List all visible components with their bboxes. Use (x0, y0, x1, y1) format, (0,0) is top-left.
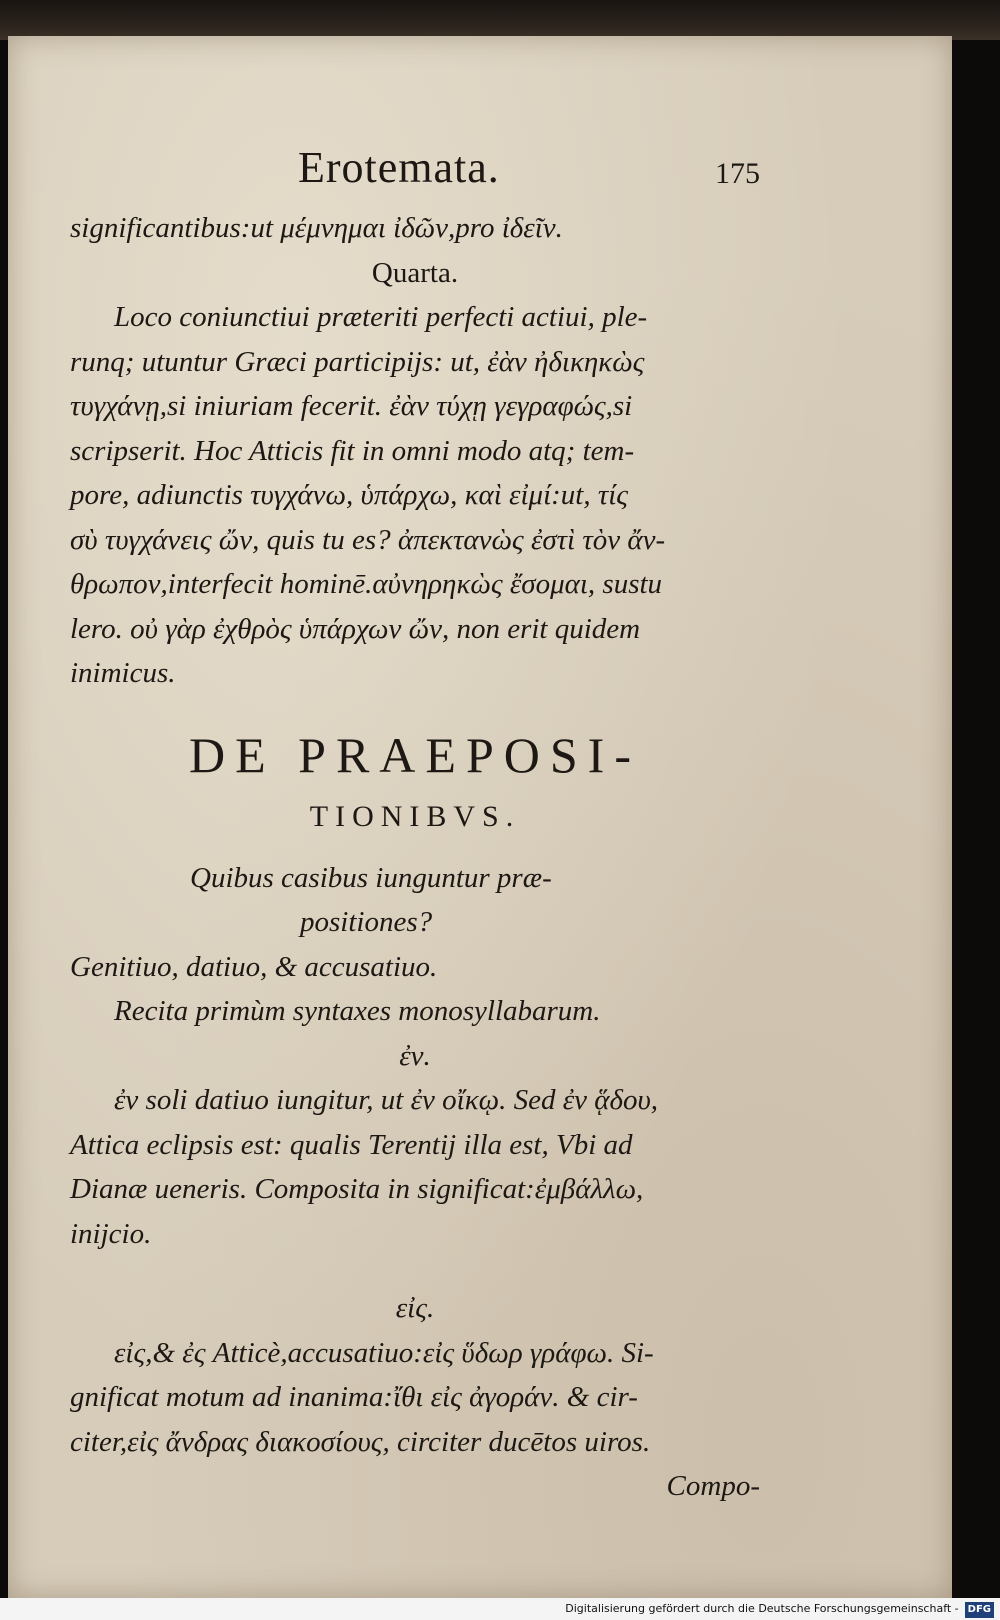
subheading-en: ἐν. (399, 1039, 431, 1072)
text-line: scripserit. Hoc Atticis fit in omni modo atq; tem- (70, 434, 635, 467)
text-line: θρωπον,interfecit hominē.αὐνηρηκὼς ἔσομαι, sustu (70, 568, 663, 600)
page-text (70, 143, 760, 1509)
answer-line: Genitiuo, datiuo, & accusatiuo. (70, 950, 438, 983)
text-line: runq; utuntur Græci participijs: ut, ἐὰν ἠδικηκὼς (70, 345, 645, 378)
book-top-edge (0, 0, 1000, 40)
text-line: ἐν soli datiuo iungitur, ut ἐν οἴκῳ. Sed ἐν ᾅδου, (114, 1084, 659, 1116)
text-line: gnificat motum ad inanima:ἴθι εἰς ἀγοράν. & cir- (70, 1381, 638, 1413)
text-line: significantibus:ut μέμνημαι ἰδῶν,pro ἰδεῖν. (70, 212, 563, 244)
chapter-heading: DE PRAEPOSI- (189, 726, 641, 783)
digitization-footer (0, 1598, 1000, 1620)
text-line: inijcio. (70, 1217, 152, 1250)
text-line: Loco coniunctiui præteriti perfecti actiui, ple- (114, 301, 648, 333)
text-line: Attica eclipsis est: qualis Terentij illa est, Vbi ad (70, 1128, 633, 1161)
text-line: εἰς,& ἐς Atticè,accusatiuo:εἰς ὕδωρ γράφω. Si- (114, 1336, 654, 1369)
book-page (8, 36, 952, 1598)
text-line: lero. οὐ γὰρ ἐχθρὸς ὑπάρχων ὤν, non erit quidem (70, 612, 641, 645)
section-label-quarta: Quarta. (371, 256, 459, 289)
catchword: Compo- (666, 1470, 760, 1502)
footer-credit: Digitalisierung gefördert durch die Deutsche Forschungsgemeinschaft - (565, 1602, 959, 1615)
spacer (70, 1256, 760, 1286)
text-line: Dianæ ueneris. Composita in significat:ἐμβάλλω, (70, 1173, 644, 1205)
question-line: positiones? (300, 906, 433, 938)
text-line: citer,εἰς ἄνδρας διακοσίους, circiter ducētos uiros. (70, 1425, 651, 1458)
running-head (70, 143, 760, 206)
running-title: Erotemata. (298, 143, 500, 192)
subheading-eis: εἰς. (395, 1292, 435, 1324)
dfg-logo: DFG (965, 1602, 994, 1618)
page-number: 175 (715, 157, 760, 190)
text-line: σὺ τυγχάνεις ὤν, quis tu es? ἀπεκτανὼς ἐστὶ τὸν ἄν- (70, 523, 666, 556)
text-line: τυγχάνῃ,si iniuriam fecerit. ἐὰν τύχῃ γεγραφώς,si (70, 390, 633, 422)
text-line: inimicus. (70, 657, 176, 689)
instruction-line: Recita primùm syntaxes monosyllabarum. (114, 995, 601, 1027)
question-line: Quibus casibus iunguntur præ- (190, 861, 552, 894)
text-line: pore, adiunctis τυγχάνω, ὑπάρχω, καὶ εἰμί:ut, τίς (70, 479, 629, 511)
chapter-heading-continued: TIONIBVS. (309, 799, 521, 833)
